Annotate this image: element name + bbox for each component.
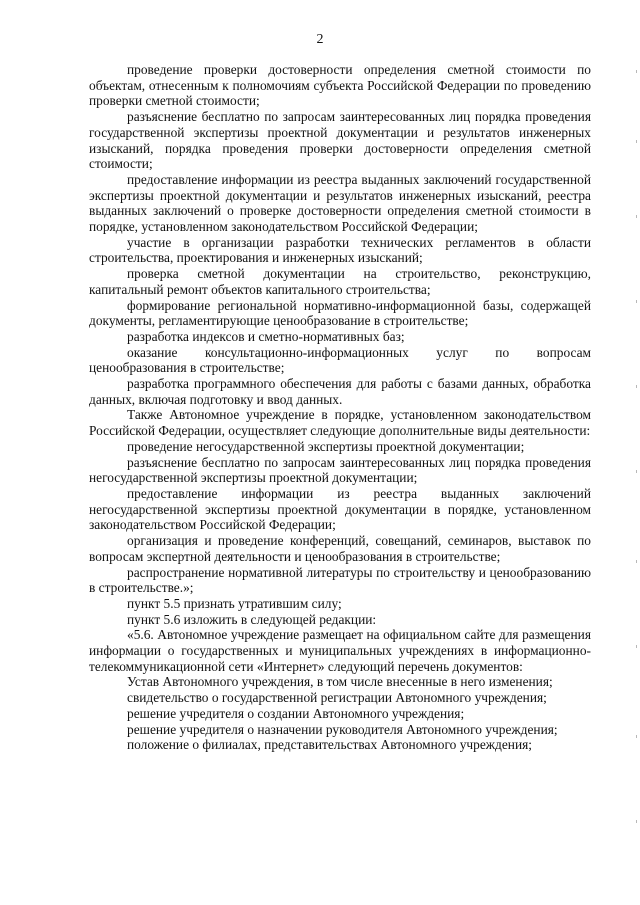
- paragraph: разработка программного обеспечения для работы с базами данных, обработка данных, включая подготовку и ввод данных.: [89, 376, 591, 407]
- scan-edge-marks: [631, 0, 637, 905]
- paragraph: предоставление информации из реестра выданных заключений негосударственной экспертизы проектной документации в порядке, установленном законодательством Российской Федерации;: [89, 485, 591, 533]
- paragraph: Устав Автономного учреждения, в том числе внесенные в него изменения;: [127, 674, 553, 690]
- document-body: [89, 62, 591, 753]
- paragraph: формирование региональной нормативно-информационной базы, содержащей документы, регламентирующие ценообразование в строительстве;: [89, 297, 591, 329]
- paragraph: «5.6. Автономное учреждение размещает на официальном сайте для размещения информации о государственных и муниципальных учреждениях в информационно-телекоммуникационной сети «Интернет» следующий перечень документов:: [89, 627, 591, 674]
- paragraph: пункт 5.6 изложить в следующей редакции:: [127, 611, 377, 627]
- paragraph: участие в организации разработки технических регламентов в области строительства, проектирования и инженерных изысканий;: [89, 234, 591, 266]
- paragraph: пункт 5.5 признать утратившим силу;: [127, 595, 342, 611]
- page-number: 2: [316, 32, 324, 47]
- paragraph: разработка индексов и сметно-нормативных баз;: [127, 328, 405, 344]
- paragraph: проверка сметной документации на строительство, реконструкцию, капитальный ремонт объектов капитального строительства;: [89, 266, 591, 297]
- paragraph: проведение проверки достоверности определения сметной стоимости по объектам, отнесенным к полномочиям субъекта Российской Федерации по проведению проверки сметной стоимости;: [89, 62, 591, 109]
- paragraph: разъяснение бесплатно по запросам заинтересованных лиц порядка проведения негосударственной экспертизы проектной документации;: [89, 454, 591, 486]
- paragraph: оказание консультационно-информационных услуг по вопросам ценообразования в строительстве;: [89, 344, 591, 376]
- paragraph: решение учредителя о назначении руководителя Автономного учреждения;: [127, 721, 558, 737]
- paragraph: положение о филиалах, представительствах Автономного учреждения;: [127, 737, 532, 753]
- paragraph: решение учредителя о создании Автономного учреждения;: [127, 705, 465, 721]
- paragraph: свидетельство о государственной регистрации Автономного учреждения;: [127, 690, 547, 706]
- paragraph: распространение нормативной литературы по строительству и ценообразованию в строительстве.»;: [89, 564, 591, 596]
- paragraph: разъяснение бесплатно по запросам заинтересованных лиц порядка проведения государственной экспертизы проектной документации и результатов инженерных изысканий, порядка проведения проверки достоверности определения сметной стоимости;: [89, 109, 591, 172]
- paragraph: организация и проведение конференций, совещаний, семинаров, выставок по вопросам экспертной деятельности и ценообразования в строительстве;: [89, 533, 591, 564]
- paragraph: проведение негосударственной экспертизы проектной документации;: [127, 438, 525, 454]
- paragraph: предоставление информации из реестра выданных заключений государственной экспертизы проектной документации и результатов инженерных изысканий, реестра выданных заключений о проверке достоверности определения сметной стоимости в порядке, установленном законодательством Российской Федерации;: [89, 171, 591, 235]
- paragraph: Также Автономное учреждение в порядке, установленном законодательством Российской Федерации, осуществляет следующие дополнительные виды деятельности:: [89, 407, 591, 439]
